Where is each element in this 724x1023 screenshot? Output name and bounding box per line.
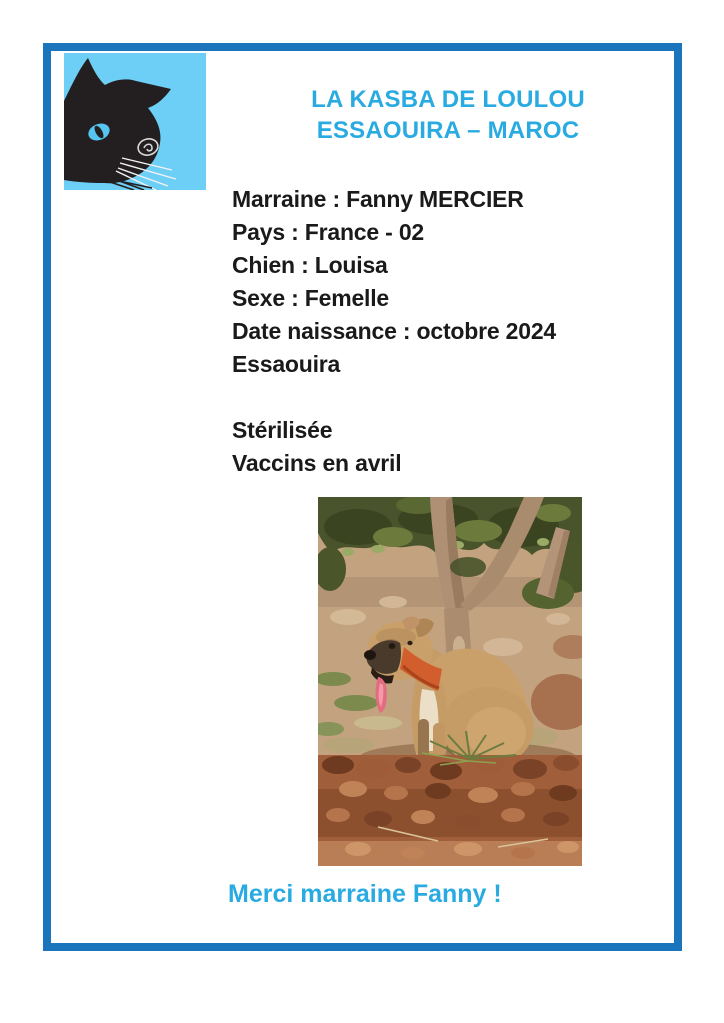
info-line-sexe: Sexe : Femelle [232, 285, 390, 311]
title-line-2: ESSAOUIRA – MAROC [316, 117, 580, 144]
sponsorship-info [232, 183, 677, 381]
status-line-vaccins: Vaccins en avril [232, 450, 402, 476]
info-line-ville: Essaouira [232, 351, 341, 377]
page-title [168, 84, 724, 146]
dog-under-olive-tree-illustration [318, 497, 582, 866]
dog-photo [318, 497, 582, 866]
info-line-pays: Pays : France - 02 [232, 219, 425, 245]
health-status [232, 414, 677, 480]
info-line-marraine: Marraine : Fanny MERCIER [232, 186, 524, 212]
info-line-chien: Chien : Louisa [232, 252, 388, 278]
thank-you-message: Merci marraine Fanny ! [228, 880, 502, 908]
title-line-1: LA KASBA DE LOULOU [311, 86, 585, 113]
status-line-sterilisee: Stérilisée [232, 417, 333, 443]
info-line-naissance: Date naissance : octobre 2024 [232, 318, 557, 344]
